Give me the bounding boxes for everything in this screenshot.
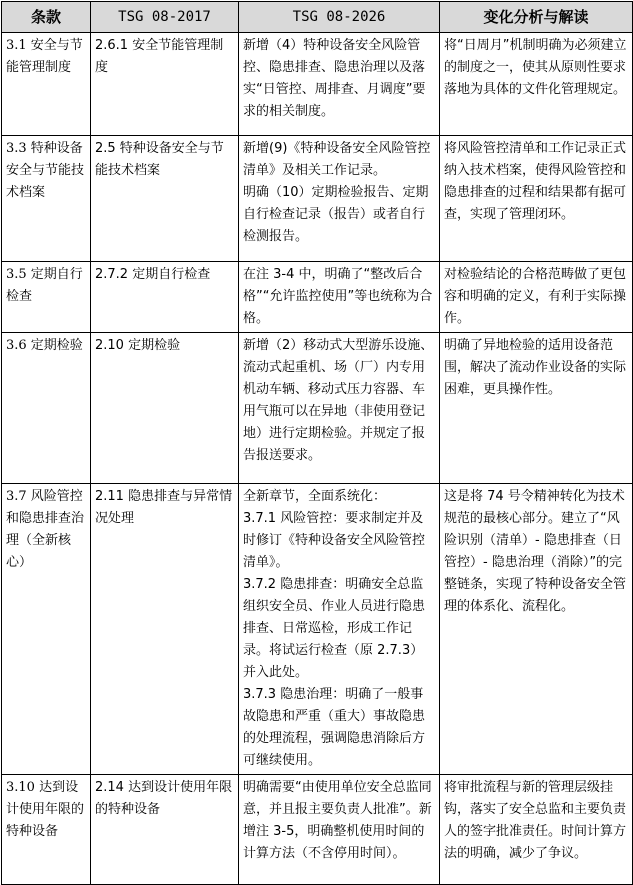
new-clause-cell	[239, 262, 440, 333]
table-row	[2, 262, 633, 333]
analysis-cell: 这是将 74 号令精神转化为技术规范的最核心部分。建立了“风险识别（清单）- 隐患排查（日管控）- 隐患治理（消除）”的完整链条，实现了特种设备安全管理的体系化、流程化。	[440, 484, 633, 775]
new-clause-cell	[239, 775, 440, 885]
new-clause-text: 新增（4）特种设备安全风险管控、隐患排查、隐患治理以及落实“日管控、周排查、月调度”要求的相关制度。	[243, 38, 426, 119]
clause-cell: 3.10 达到设计使用年限的特种设备	[2, 775, 91, 885]
new-clause-text: 明确需要“由使用单位安全总监同意，并且报主要负责人批准”。新增注 3-5，明确整机使用时间的计算方法（不含停用时间）。	[243, 780, 432, 861]
new-clause-text: 在注 3-4 中，明确了“整改后合格”“允许监控使用”等也统称为合格。	[243, 267, 433, 326]
new-clause-cell	[239, 484, 440, 775]
header-analysis: 变化分析与解读	[440, 2, 633, 33]
old-clause-cell: 2.5 特种设备安全与节能技术档案	[91, 136, 239, 262]
new-clause-text: 3.7.2 隐患排查：明确安全总监组织安全员、作业人员进行隐患排查、日常巡检，形成工作记录。将试运行检查（原 2.7.3）并入此处。	[243, 577, 426, 680]
analysis-cell: 明确了异地检验的适用设备范围，解决了流动作业设备的实际困难，更具操作性。	[440, 333, 633, 484]
clause-cell: 3.6 定期检验	[2, 333, 91, 484]
clause-cell: 3.5 定期自行检查	[2, 262, 91, 333]
table-row	[2, 775, 633, 885]
new-clause-text: 新增(9)《特种设备安全风险管控清单》及相关工作记录。	[243, 141, 431, 178]
new-clause-text: 3.7.3 隐患治理：明确了一般事故隐患和严重（重大）事故隐患的处理流程，强调隐患消除后方可继续使用。	[243, 687, 426, 768]
table-row	[2, 33, 633, 136]
new-clause-text: 3.7.1 风险管控：要求制定并及时修订《特种设备安全风险管控清单》。	[243, 511, 426, 570]
clause-cell: 3.7 风险管控和隐患排查治理（全新核心）	[2, 484, 91, 775]
clause-cell: 3.3 特种设备安全与节能技术档案	[2, 136, 91, 262]
new-clause-cell	[239, 136, 440, 262]
table-row	[2, 333, 633, 484]
analysis-cell: 将审批流程与新的管理层级挂钩，落实了安全总监和主要负责人的签字批准责任。时间计算方法的明确，减少了争议。	[440, 775, 633, 885]
old-clause-cell: 2.7.2 定期自行检查	[91, 262, 239, 333]
new-clause-cell	[239, 33, 440, 136]
header-tsg-2017: TSG 08-2017	[91, 2, 239, 33]
analysis-cell: 将“日周月”机制明确为必须建立的制度之一，使其从原则性要求落地为具体的文件化管理规定。	[440, 33, 633, 136]
header-clause: 条款	[2, 2, 91, 33]
table-row	[2, 136, 633, 262]
clause-cell: 3.1 安全与节能管理制度	[2, 33, 91, 136]
new-clause-text: 新增（2）移动式大型游乐设施、流动式起重机、场（厂）内专用机动车辆、移动式压力容器、车用气瓶可以在异地（非使用登记地）进行定期检验。并规定了报告报送要求。	[243, 338, 434, 463]
header-tsg-2026: TSG 08-2026	[239, 2, 440, 33]
old-clause-cell: 2.14 达到设计使用年限的特种设备	[91, 775, 239, 885]
analysis-cell: 将风险管控清单和工作记录正式纳入技术档案，使得风险管控和隐患排查的过程和结果都有据可查，实现了管理闭环。	[440, 136, 633, 262]
new-clause-text: 明确（10）定期检验报告、定期自行检查记录（报告）或者自行检测报告。	[243, 185, 429, 244]
old-clause-cell: 2.11 隐患排查与异常情况处理	[91, 484, 239, 775]
new-clause-cell	[239, 333, 440, 484]
analysis-cell: 对检验结论的合格范畴做了更包容和明确的定义，有利于实际操作。	[440, 262, 633, 333]
new-clause-text: 全新章节，全面系统化：	[243, 489, 387, 504]
old-clause-cell: 2.10 定期检验	[91, 333, 239, 484]
old-clause-cell: 2.6.1 安全节能管理制度	[91, 33, 239, 136]
header-row	[2, 2, 633, 33]
table-row	[2, 484, 633, 775]
comparison-table	[1, 1, 633, 885]
